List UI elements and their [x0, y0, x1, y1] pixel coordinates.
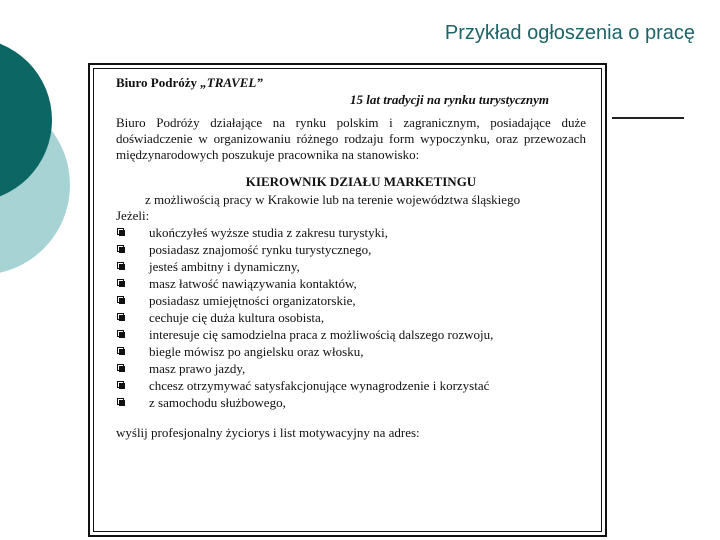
checkbox-bullet-icon [117, 262, 124, 269]
company-prefix: Biuro Podróży [116, 75, 201, 90]
list-item [116, 258, 586, 275]
list-item [116, 241, 586, 258]
checkbox-bullet-icon [117, 313, 124, 320]
condition-text: posiadasz znajomość rynku turystycznego, [149, 242, 372, 257]
slide-title: Przykład ogłoszenia o pracę [444, 22, 695, 44]
job-ad-frame [88, 63, 607, 537]
conditions-label: Jeżeli: [116, 208, 150, 223]
closing-instruction: wyślij profesjonalny życiorys i list motywacyjny na adres: [116, 425, 420, 440]
checkbox-bullet-icon [117, 245, 124, 252]
list-item [116, 360, 586, 377]
company-brand: „TRAVEL” [200, 75, 263, 90]
position-title: KIEROWNIK DZIAŁU MARKETINGU [245, 174, 477, 189]
checkbox-bullet-icon [117, 347, 124, 354]
condition-text: posiadasz umiejętności organizatorskie, [149, 293, 356, 308]
condition-text: masz prawo jazdy, [149, 361, 246, 376]
conditions-list [116, 224, 586, 411]
company-tagline: 15 lat tradycji na rynku turystycznym [350, 92, 549, 107]
list-item [116, 275, 586, 292]
company-name [116, 75, 263, 90]
condition-text: chcesz otrzymywać satysfakcjonujące wynagrodzenie i korzystać [149, 378, 490, 393]
checkbox-bullet-icon [117, 296, 124, 303]
condition-text: ukończyłeś wyższe studia z zakresu turystyki, [149, 225, 388, 240]
checkbox-bullet-icon [117, 398, 124, 405]
intro-paragraph: Biuro Podróży działające na rynku polskim i zagranicznym, posiadające duże doświadczenie w organizowaniu różnego rodzaju form wypoczynku, oraz przewozach międzynarodowych poszukuje pracownika na stanowisko: [116, 115, 586, 162]
title-underline [612, 117, 684, 119]
decorative-circles [0, 0, 90, 300]
list-item [116, 326, 586, 343]
condition-text: z samochodu służbowego, [149, 395, 286, 410]
job-ad-document [116, 75, 586, 441]
checkbox-bullet-icon [117, 279, 124, 286]
condition-text: jesteś ambitny i dynamiczny, [149, 259, 300, 274]
checkbox-bullet-icon [117, 228, 124, 235]
condition-text: biegle mówisz po angielsku oraz włosku, [149, 344, 364, 359]
condition-text: cechuje cię duża kultura osobista, [149, 310, 325, 325]
ad-header [116, 75, 586, 107]
position-location: z możliwością pracy w Krakowie lub na terenie województwa śląskiego [145, 192, 521, 207]
list-item [116, 309, 586, 326]
condition-text: masz łatwość nawiązywania kontaktów, [149, 276, 357, 291]
list-item [116, 377, 586, 394]
checkbox-bullet-icon [117, 330, 124, 337]
checkbox-bullet-icon [117, 364, 124, 371]
list-item [116, 343, 586, 360]
checkbox-bullet-icon [117, 381, 124, 388]
list-item [116, 292, 586, 309]
list-item [116, 224, 586, 241]
list-item [116, 394, 586, 411]
condition-text: interesuje cię samodzielna praca z możliwością dalszego rozwoju, [149, 327, 494, 342]
